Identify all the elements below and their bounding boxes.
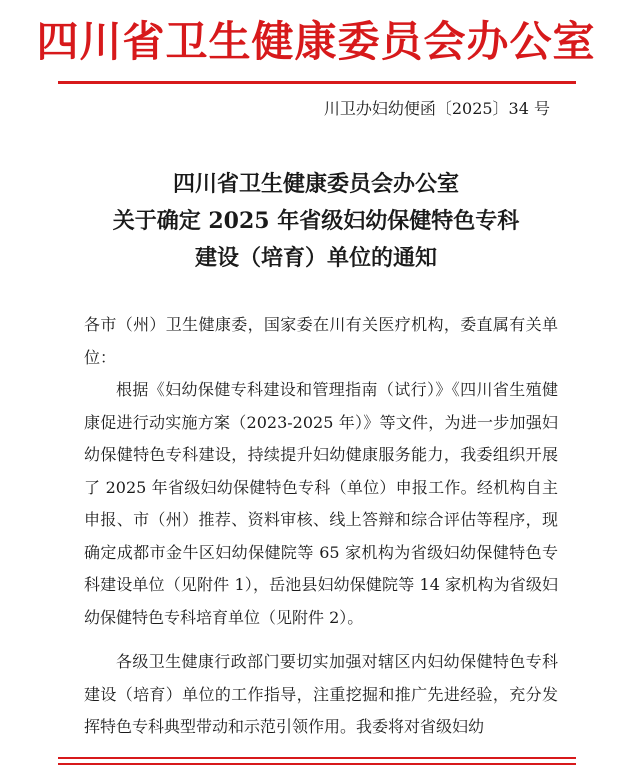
salutation: 各市（州）卫生健康委，国家委在川有关医疗机构，委直属有关单位：	[84, 315, 558, 367]
notice-title-line-2: 关于确定 2025 年省级妇幼保健特色专科	[112, 208, 520, 234]
red-footer-rule-upper	[58, 757, 576, 759]
notice-title-line-3: 建设（培育）单位的通知	[194, 245, 437, 271]
body-paragraph-2: 各级卫生健康行政部门要切实加强对辖区内妇幼保健特色专科建设（培育）单位的工作指导，注重挖掘和推广先进经验，充分发挥特色专科典型带动和示范引领作用。我委将对省级妇幼	[84, 652, 558, 736]
red-footer-rule-lower	[58, 763, 576, 765]
body-paragraph-1: 根据《妇幼保健专科建设和管理指南（试行）》《四川省生殖健康促进行动实施方案（2023-2025 年）》等文件，为进一步加强妇幼保健特色专科建设，持续提升妇幼健康服务能力，我委组织开展了 2025 年省级妇幼保健特色专科（单位）申报工作。经机构自主申报、市（州）推荐、资料审核、线上答辩和综合评估等程序，现确定成都市金牛区妇幼保健院等 65 家机构为省级妇幼保健特色专科建设单位（见附件 1），岳池县妇幼保健院等 14 家机构为省级妇幼保健特色专科培育单位（见附件 2）。	[84, 380, 558, 627]
issuer-red-header: 四川省卫生健康委员会办公室	[36, 17, 596, 66]
notice-title-line-1: 四川省卫生健康委员会办公室	[172, 171, 459, 197]
red-header-rule	[58, 81, 576, 84]
notice-title	[0, 166, 632, 277]
document-body	[84, 309, 558, 744]
document-number: 川卫办妇幼便函〔2025〕34 号	[323, 99, 550, 118]
